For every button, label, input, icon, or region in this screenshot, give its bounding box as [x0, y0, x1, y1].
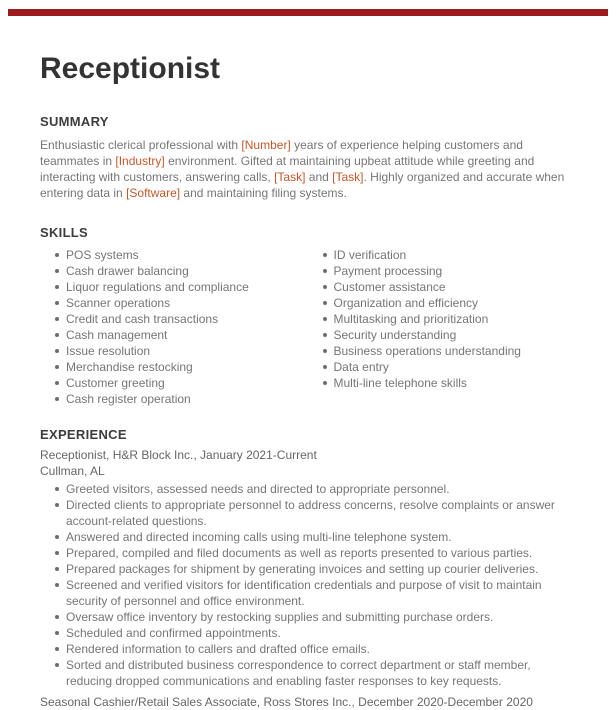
skill-item: Customer assistance	[308, 279, 576, 295]
skill-item: Multitasking and prioritization	[308, 311, 576, 327]
experience-bullets	[40, 481, 575, 689]
skills-heading: SKILLS	[40, 225, 89, 240]
experience-bullet-item: Prepared packages for shipment by generating invoices and setting up courier deliveries.	[40, 561, 575, 577]
skill-item: Multi-line telephone skills	[308, 375, 576, 391]
experience-bullet-item: Screened and verified visitors for identification credentials and purpose of visit to maintain security of personnel and office environment.	[40, 577, 575, 609]
skill-item: Cash register operation	[40, 391, 308, 407]
experience-bullet-item: Sorted and distributed business correspondence to correct department or staff member, reducing dropped communications and enabling faster responses to key requests.	[40, 657, 575, 689]
summary-placeholder-token: [Task]	[332, 170, 364, 184]
experience-bullet-item: Answered and directed incoming calls using multi-line telephone system.	[40, 529, 575, 545]
summary-segment: and	[305, 170, 333, 184]
skills-column-right	[308, 247, 576, 407]
summary-placeholder-token: [Industry]	[115, 154, 165, 168]
experience-bullet-item: Oversaw office inventory by restocking supplies and submitting purchase orders.	[40, 609, 575, 625]
skill-item: Credit and cash transactions	[40, 311, 308, 327]
page-title: Receptionist	[40, 52, 221, 85]
job1-location: Cullman, AL	[40, 464, 105, 478]
summary-segment: and maintaining filing systems.	[180, 186, 347, 200]
job1-title-line: Receptionist, H&R Block Inc., January 2021-Current	[40, 448, 317, 462]
skill-item: Liquor regulations and compliance	[40, 279, 308, 295]
skill-item: Business operations understanding	[308, 343, 576, 359]
summary-text	[40, 137, 575, 201]
skill-item: POS systems	[40, 247, 308, 263]
experience-bullet-item: Greeted visitors, assessed needs and directed to appropriate personnel.	[40, 481, 575, 497]
summary-placeholder-token: [Task]	[274, 170, 306, 184]
skill-item: Merchandise restocking	[40, 359, 308, 375]
skill-item: Scanner operations	[40, 295, 308, 311]
experience-bullet-item: Rendered information to callers and drafted office emails.	[40, 641, 575, 657]
skill-item: Cash drawer balancing	[40, 263, 308, 279]
experience-heading: EXPERIENCE	[40, 427, 127, 442]
skill-item: Payment processing	[308, 263, 576, 279]
skill-item: Security understanding	[308, 327, 576, 343]
skill-item: Organization and efficiency	[308, 295, 576, 311]
summary-placeholder-token: [Software]	[126, 186, 181, 200]
summary-segment: years of experience helping customers and teammates in	[40, 138, 523, 168]
skill-item: Issue resolution	[40, 343, 308, 359]
summary-segment: environment. Gifted at maintaining upbeat attitude while greeting and interacting with customers, answering calls,	[40, 154, 535, 184]
experience-bullet-item: Scheduled and confirmed appointments.	[40, 625, 575, 641]
skill-item: ID verification	[308, 247, 576, 263]
skill-item: Data entry	[308, 359, 576, 375]
job2-title-line: Seasonal Cashier/Retail Sales Associate, Ross Stores Inc., December 2020-December 2020	[40, 695, 533, 709]
skills-column-left	[40, 247, 308, 407]
skill-item: Cash management	[40, 327, 308, 343]
skills-grid	[40, 247, 575, 407]
summary-segment: Enthusiastic clerical professional with	[40, 138, 242, 152]
summary-segment: . Highly organized and accurate when entering data in	[40, 170, 565, 200]
summary-placeholder-token: [Number]	[241, 138, 291, 152]
experience-bullet-item: Directed clients to appropriate personnel to address concerns, resolve complaints or answer account-related questions.	[40, 497, 575, 529]
top-accent-bar	[8, 9, 608, 16]
skill-item: Customer greeting	[40, 375, 308, 391]
experience-bullet-item: Prepared, compiled and filed documents as well as reports presented to various parties.	[40, 545, 575, 561]
summary-heading: SUMMARY	[40, 114, 109, 129]
